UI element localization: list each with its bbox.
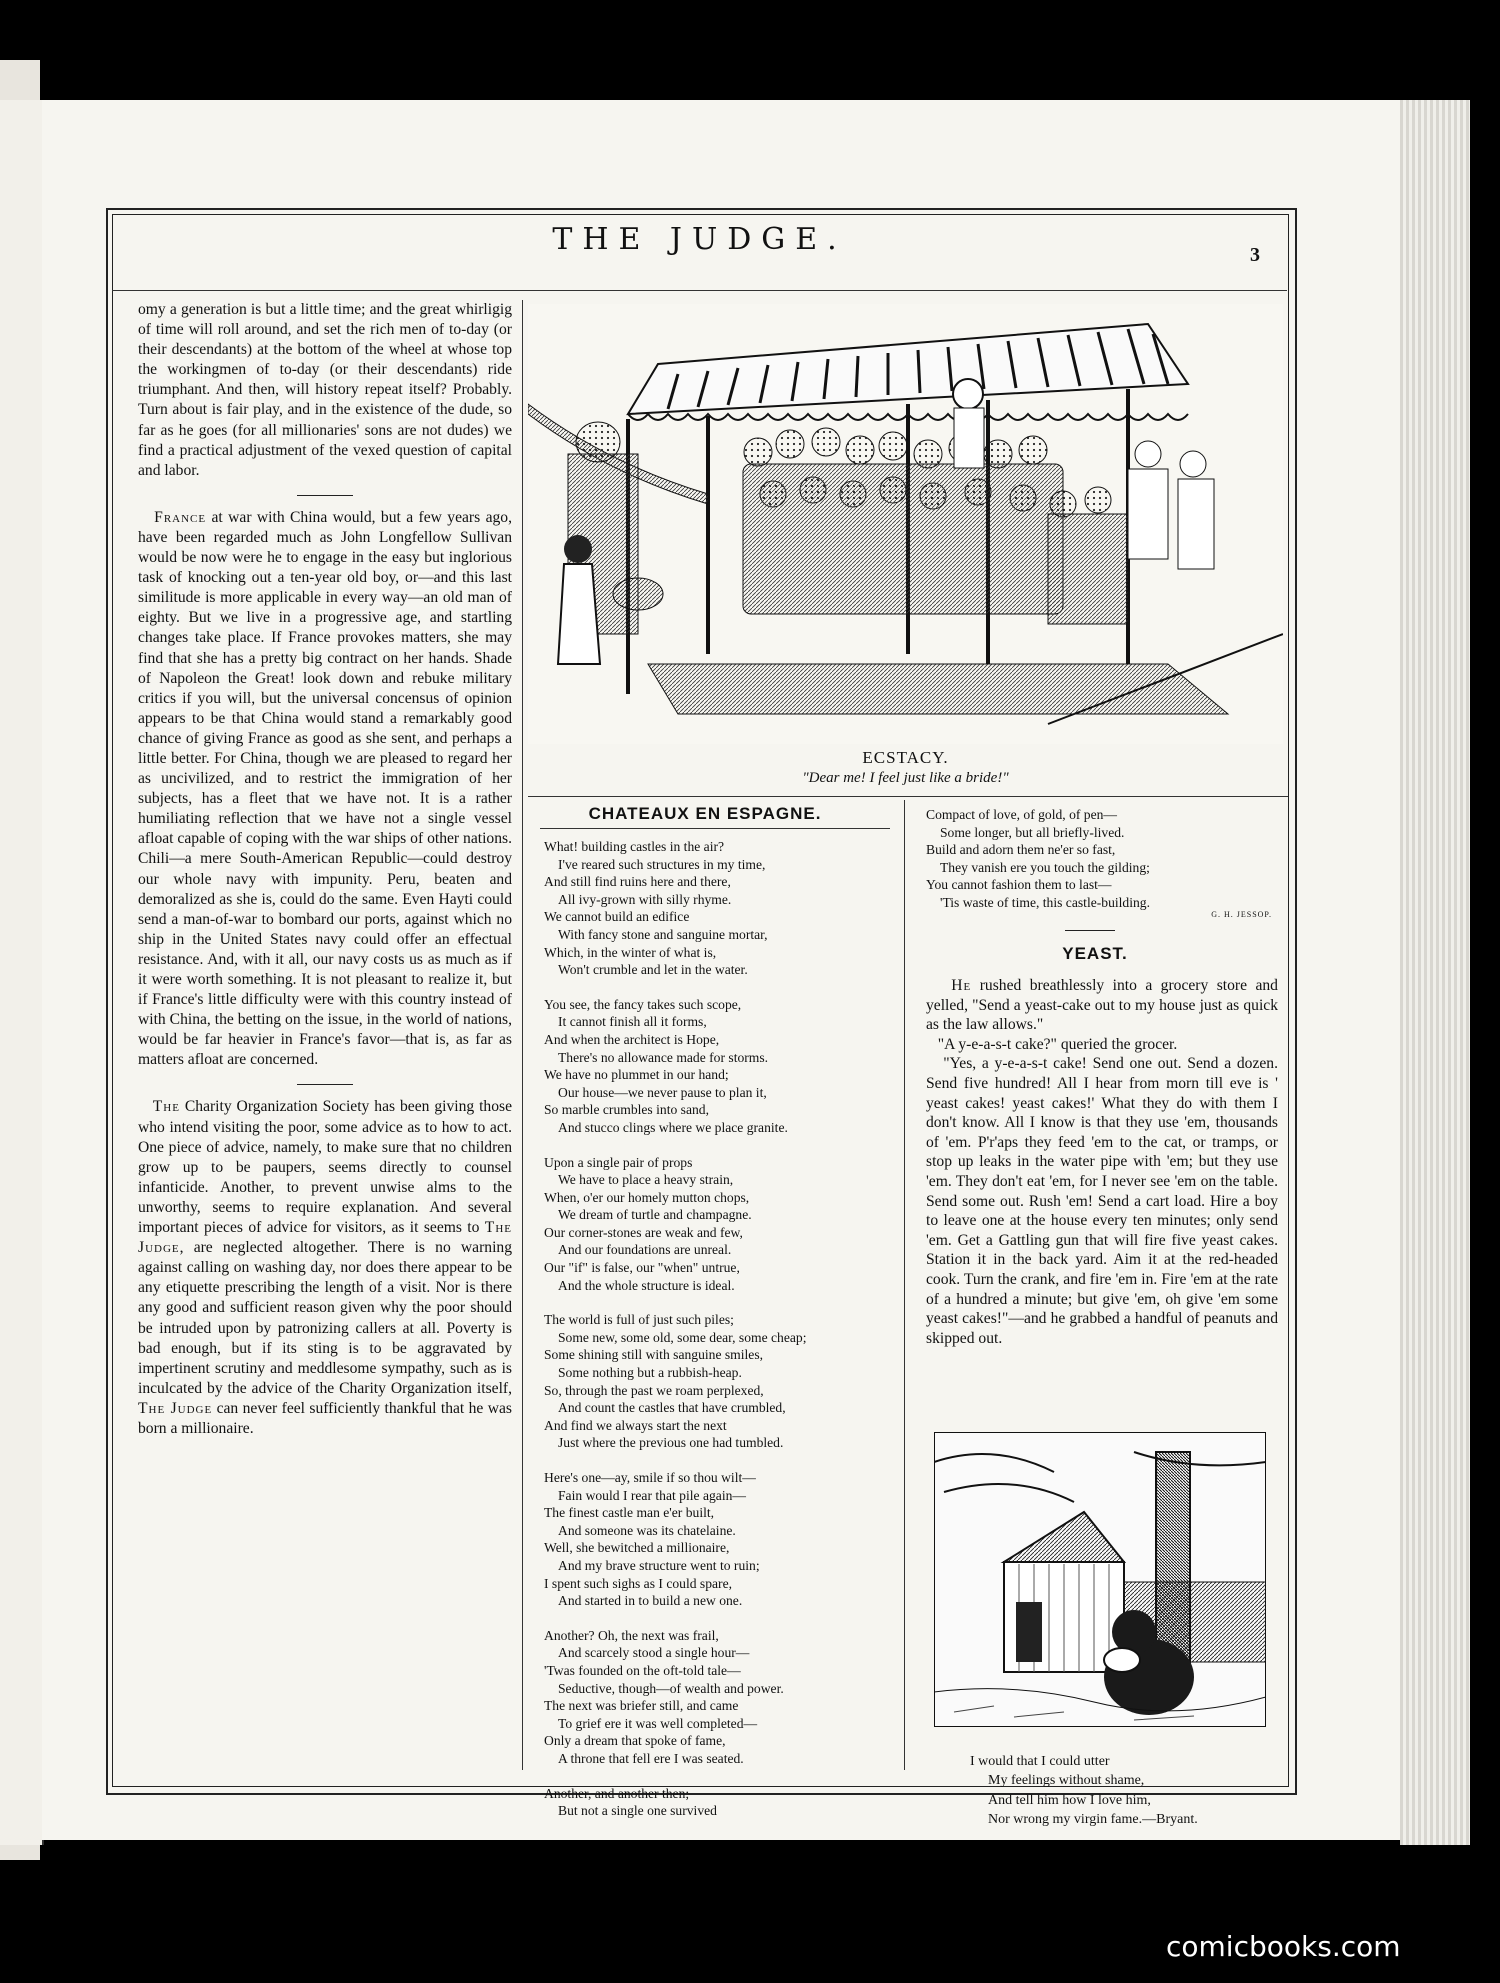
poem-line: I've reared such structures in my time, xyxy=(558,856,766,872)
poem-line: All ivy-grown with silly rhyme. xyxy=(558,891,732,907)
poem-line: With fancy stone and sanguine mortar, xyxy=(558,926,768,942)
paragraph-text: Charity Organization Society has been giving those who intend visiting the poor, some advice as to how to act. One piece of advice, namely, to make sure that no children grow up to be paupers, seems directly to counsel infanticide. Another, to prevent unwise alms to the unworthy, seems to require explanation. And several important pieces of advice for visitors, as it seems to xyxy=(138,1098,512,1237)
dog-engraving xyxy=(934,1432,1266,1727)
stanza-break xyxy=(544,1294,884,1311)
stanza-break xyxy=(544,1452,884,1469)
lead-word: France xyxy=(154,508,207,526)
poem-line: You see, the fancy takes such scope, xyxy=(544,996,742,1012)
poem-line: We have no plummet in our hand; xyxy=(544,1067,729,1083)
poem-line: Compact of love, of gold, of pen— xyxy=(926,807,1118,822)
poem-line: When, o'er our homely mutton chops, xyxy=(544,1189,750,1205)
poem-line: And started in to build a new one. xyxy=(558,1593,743,1609)
bryant-verse xyxy=(970,1752,1290,1830)
poem-line: Which, in the winter of what is, xyxy=(544,944,717,960)
poem-line: The next was briefer still, and came xyxy=(544,1698,739,1714)
section-separator xyxy=(297,1084,353,1085)
section-separator xyxy=(297,495,353,496)
poem-line: Only a dream that spoke of fame, xyxy=(544,1733,726,1749)
ecstacy-illustration xyxy=(528,304,1283,744)
poem-line: Some new, some old, some dear, some cheap; xyxy=(558,1329,807,1345)
poem-line: Build and adorn them ne'er so fast, xyxy=(926,842,1116,858)
poem-line: And scarcely stood a single hour— xyxy=(558,1645,750,1661)
section-rule xyxy=(528,796,1288,797)
poem-line: Won't crumble and let in the water. xyxy=(558,962,748,978)
poem-line: And stucco clings where we place granite. xyxy=(558,1119,788,1135)
poem-line: 'Tis waste of time, this castle-building. xyxy=(940,894,1150,910)
poem-line: We have to place a heavy strain, xyxy=(558,1172,734,1188)
facing-page xyxy=(0,100,44,1845)
paragraph-text: can never feel sufficiently thankful that he was born a millionaire. xyxy=(138,1399,512,1437)
paragraph-text: at war with China would, but a few years ago, have been regarded much as John Longfellow Sullivan would be now were he to engage in the easy but inglorious task of knocking out a ten-year old boy, or—and this last similitude is more applicable in every way—an old man of eighty. But we live in a progressive age, and startling changes take place. If France provokes matters, she may find that she has a pretty big contract on her hands. Shade of Napoleon the Great! look down and rebuke military critics if you will, but the universal concensus of opinion appears to be that China would stand a remarkably good chance of giving France as good as she sent, and perhaps a little better. For China, though we are pleased to regard her as uncivilized, and to restrict the immigration of her subjects, has a fleet that we have not. It is a rather humiliating reflection that we have not a single vessel afloat capable of coping with the war ships of other nations. Chili—a mere South-American Republic—could destroy our whole navy with impunity. Peru, beaten and demoralized as she is, could do the same. Even Hayti could send a man-of-war to bombard our ports, against which no ship in the United States navy could offer an effectual resistance. And, with it all, our navy costs us as much as if it were worth something. It is not pleasant to realize it, but if France's little difficulty were with this country instead of with China, the betting on the issue, in the world of nations, would be far heavier in France's favor—that is, as far as matters afloat are concerned. xyxy=(138,508,512,1069)
yeast-title: YEAST. xyxy=(1062,944,1128,963)
verse-line: Nor wrong my virgin fame.—Bryant. xyxy=(988,1812,1198,1828)
poem-line: And still find ruins here and there, xyxy=(544,874,731,890)
poem-line: To grief ere it was well completed— xyxy=(558,1715,758,1731)
poem-line: 'Twas founded on the oft-told tale— xyxy=(544,1662,741,1678)
poem-line: And count the castles that have crumbled, xyxy=(558,1400,786,1416)
poem-line: And my brave structure went to ruin; xyxy=(558,1557,760,1573)
yeast-paragraph xyxy=(926,1035,1278,1055)
poem-line: What! building castles in the air? xyxy=(544,839,725,854)
dog-house-illustration xyxy=(934,1432,1266,1727)
poem-line: Our corner-stones are weak and few, xyxy=(544,1224,743,1240)
poem-line: But not a single one survived xyxy=(558,1803,717,1819)
column-rule xyxy=(522,300,523,1770)
poem-line: And the whole structure is ideal. xyxy=(558,1277,735,1293)
paragraph-text: , are neglected altogether. There is no warning against calling on washing day, nor does there appear to be any etiquette prescribing the length of a visit. Nor is there any good and sufficient reason given why the poor should be intruded upon by patronizing callers at all. Poverty is bad enough, but if its sting is to be aggravated by impertinent scrutiny and meddlesome sympathy, such as is inculcated by the advice of the Charity Organization itself, xyxy=(138,1239,512,1397)
editorial-paragraph: omy a generation is but a little time; and the great whirligig of time will roll around, and set the rich men of to-day (or their descendants) at the bottom of the wheel at whose top the workingmen of to-day (or their descendants) ride triumphant. And then, will history repeat itself? Probably. Turn about is fair play, and in the existence of the dude, so far as he goes (for all millionaries' sons are not dudes) we find a practical adjustment of the vexed question of capital and labor. xyxy=(138,301,512,479)
stanza-break xyxy=(544,979,884,996)
poem-line: So marble crumbles into sand, xyxy=(544,1102,709,1118)
verse-line: And tell him how I love him, xyxy=(988,1792,1151,1808)
publication-name: The Judge xyxy=(138,1399,213,1417)
yeast-paragraph xyxy=(926,976,1278,1035)
awning-crowd-engraving xyxy=(528,304,1283,744)
poem-line: They vanish ere you touch the gilding; xyxy=(940,859,1150,875)
poem-column-b xyxy=(926,806,1272,923)
poem-line: Upon a single pair of props xyxy=(544,1154,693,1170)
page-number: 3 xyxy=(1250,244,1260,266)
paragraph-text: "Yes, a y-e-a-s-t cake! Send one out. Send a dozen. Send five hundred! All I hear from morn till eve is ' yeast cakes! yeast cakes!' What they do with them I don't know. All I know is that they use 'em, thousands of 'em. P'r'aps they feed 'em to the cat, or tramps, or stop up leaks in the water pipe with 'em; but they use 'em. They don't eat 'em, for I never see 'em on the table. Send some out. Rush 'em! Send a cart load. Hire a boy to leave one at the house every ten minutes; only send 'em. Get a Gattling gun that will fire five yeast cakes. Station it in the back yard. Aim it at the red-headed cook. Turn the crank, and fire 'em in. Fire 'em at the rate of a hundred a minute; but give 'em, oh give 'em some yeast cakes!"—and he grabbed a handful of peanuts and skipped out. xyxy=(926,1055,1278,1347)
poem-line: We dream of turtle and champagne. xyxy=(558,1207,752,1223)
stanza-break xyxy=(544,1137,884,1154)
verse-line: I would that I could utter xyxy=(970,1754,1110,1769)
verse-line: My feelings without shame, xyxy=(988,1773,1145,1789)
poem-line: And our foundations are unreal. xyxy=(558,1242,732,1258)
poem-line: And find we always start the next xyxy=(544,1417,727,1433)
poem-line: Just where the previous one had tumbled. xyxy=(558,1435,784,1451)
poem-line: I spent such sighs as I could spare, xyxy=(544,1575,733,1591)
poem-line: Well, she bewitched a millionaire, xyxy=(544,1540,730,1556)
column-rule xyxy=(904,800,905,1770)
section-separator xyxy=(1065,930,1115,931)
poem-line: A throne that fell ere I was seated. xyxy=(558,1750,744,1766)
poem-line: It cannot finish all it forms, xyxy=(558,1014,707,1030)
poem-line: Fain would I rear that pile again— xyxy=(558,1487,746,1503)
poem-line: We cannot build an edifice xyxy=(544,909,690,925)
poem-line: Some shining still with sanguine smiles, xyxy=(544,1347,764,1363)
poem-line: Seductive, though—of wealth and power. xyxy=(558,1680,784,1696)
editorial-paragraph-france xyxy=(138,508,512,1071)
poem-line: Some nothing but a rubbish-heap. xyxy=(558,1365,742,1381)
illustration-caption xyxy=(528,748,1283,787)
page-stack-edge xyxy=(1400,100,1470,1845)
lead-word: The xyxy=(152,1098,180,1116)
poem-column-a xyxy=(544,838,884,1820)
poem-line: The finest castle man e'er built, xyxy=(544,1505,715,1521)
yeast-paragraph xyxy=(926,1054,1278,1348)
masthead-rule xyxy=(112,290,1287,291)
poem-author: G. H. JESSOP. xyxy=(1211,909,1272,919)
poem-line: You cannot fashion them to last— xyxy=(926,877,1112,893)
poem-title: CHATEAUX EN ESPAGNE. xyxy=(588,804,822,823)
title-rule xyxy=(540,828,890,829)
illustration-title: ECSTACY. xyxy=(862,748,949,767)
poem-stanza-continued xyxy=(926,806,1272,912)
poem-line: Our house—we never pause to plan it, xyxy=(558,1084,767,1100)
poem-line: And someone was its chatelaine. xyxy=(558,1522,736,1538)
source-watermark: comicbooks.com xyxy=(1166,1930,1401,1963)
publication-name: The Judge xyxy=(138,1219,512,1257)
poem-line: Here's one—ay, smile if so thou wilt— xyxy=(544,1470,756,1485)
poem-line: Our "if" is false, our "when" untrue, xyxy=(544,1260,740,1276)
illustration-quote: "Dear me! I feel just like a bride!" xyxy=(802,770,1009,786)
stanza-break xyxy=(544,1610,884,1627)
poem-line: The world is full of just such piles; xyxy=(544,1312,734,1328)
yeast-story xyxy=(926,976,1278,1348)
lead-word: He xyxy=(951,977,972,994)
paragraph-text: "A y-e-a-s-t cake?" queried the grocer. xyxy=(937,1035,1178,1053)
poem-line: And when the architect is Hope, xyxy=(544,1031,720,1047)
poem-line: Another? Oh, the next was frail, xyxy=(544,1627,719,1643)
poem-line: Some longer, but all briefly-lived. xyxy=(940,824,1125,840)
poem-line: There's no allowance made for storms. xyxy=(558,1049,769,1065)
paragraph-text: rushed breathlessly into a grocery store and yelled, "Send a yeast-cake out to my house just as quick as the law allows." xyxy=(926,977,1278,1034)
poem-line: So, through the past we roam perplexed, xyxy=(544,1382,764,1398)
poem-line: Another, and another then; xyxy=(544,1785,690,1801)
editorial-paragraph-charity xyxy=(138,1097,512,1439)
stanza-break xyxy=(544,1768,884,1785)
editorial-column xyxy=(138,300,512,1439)
masthead: THE JUDGE. xyxy=(552,222,847,257)
